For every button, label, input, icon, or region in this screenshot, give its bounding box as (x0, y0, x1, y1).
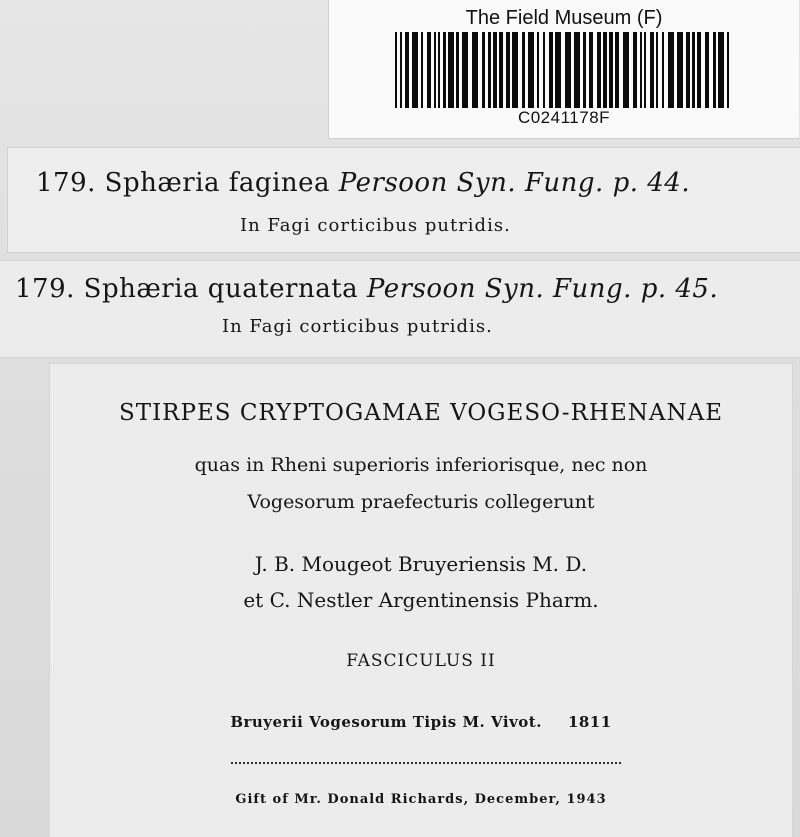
imprint-year: 1811 (567, 713, 612, 731)
label-2-number: 179. (15, 274, 75, 304)
imprint-text: Bruyerii Vogesorum Tipis M. Vivot. (230, 713, 542, 731)
label-1-number: 179. (36, 168, 96, 198)
imprint-line (50, 713, 792, 731)
dotted-divider (231, 762, 621, 764)
barcode-image (395, 32, 732, 108)
label-1-heading (36, 168, 690, 198)
subtitle-line-1: quas in Rheni superioris inferiorisque, nec non (194, 454, 648, 476)
gift-note: Gift of Mr. Donald Richards, December, 1943 (235, 792, 607, 807)
label-2-heading (15, 274, 718, 304)
specimen-label-1 (8, 148, 800, 252)
barcode-number: C0241178F (517, 108, 611, 127)
label-2-citation: Persoon Syn. Fung. p. 45. (366, 274, 719, 304)
label-1-habitat: In Fagi corticibus putridis. (240, 215, 511, 236)
author-line-1: J. B. Mougeot Bruyeriensis M. D. (254, 552, 588, 576)
author-line-2: et C. Nestler Argentinensis Pharm. (243, 588, 599, 612)
fascicle-title-card (50, 364, 792, 837)
label-2-habitat: In Fagi corticibus putridis. (222, 316, 493, 337)
series-title: STIRPES CRYPTOGAMAE VOGESO-RHENANAE (118, 400, 723, 426)
subtitle-line-2: Vogesorum praefecturis collegerunt (247, 491, 595, 513)
fascicle-number: FASCICULUS II (346, 651, 496, 671)
label-2-species: Sphæria quaternata (83, 274, 359, 304)
label-1-species: Sphæria faginea (104, 168, 331, 198)
barcode-institution: The Field Museum (F) (465, 7, 663, 29)
specimen-label-2 (0, 261, 800, 357)
label-1-citation: Persoon Syn. Fung. p. 44. (338, 168, 691, 198)
barcode-label (328, 0, 799, 139)
